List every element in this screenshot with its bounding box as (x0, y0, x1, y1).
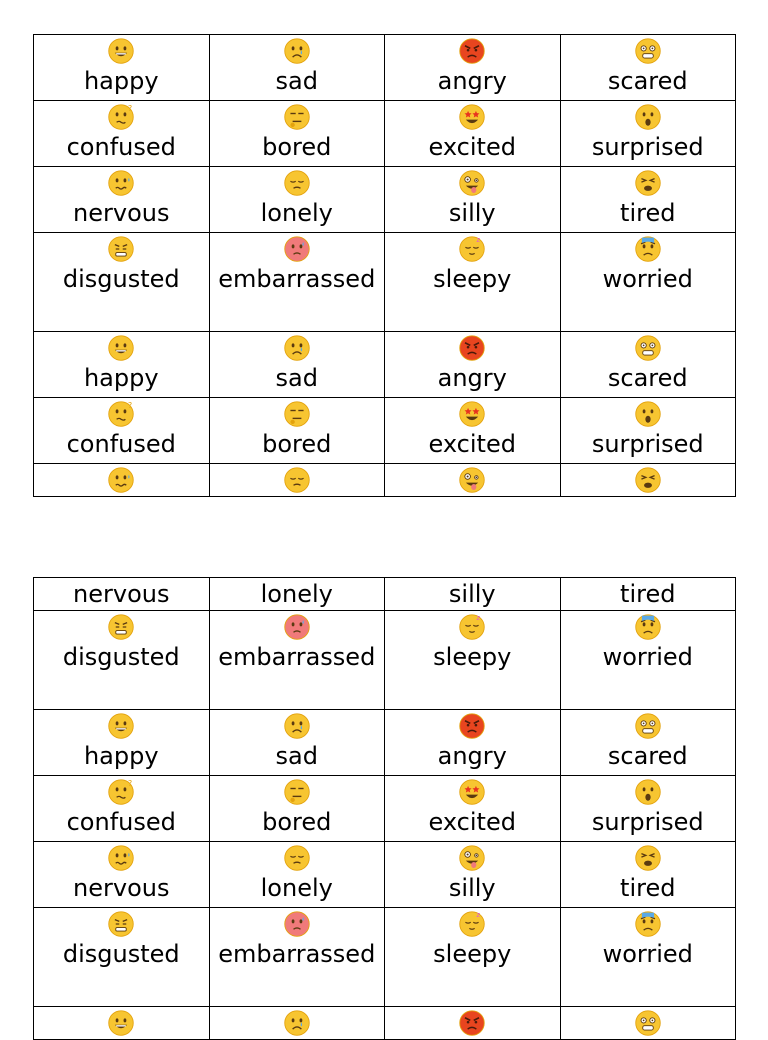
angry-face-icon (458, 37, 486, 65)
emotion-card (385, 398, 561, 464)
emotion-card (385, 35, 561, 101)
emotion-label: angry (437, 742, 507, 770)
emotion-label: lonely (260, 580, 333, 608)
emotion-label: nervous (73, 199, 170, 227)
emotion-label: sad (275, 364, 318, 392)
emotion-card (209, 167, 385, 233)
svg-text:?: ? (128, 778, 133, 788)
bored-face-icon (283, 103, 311, 131)
emotion-label: tired (620, 874, 676, 902)
emotion-card (560, 233, 736, 332)
worried-face-icon (634, 235, 662, 263)
emotion-card (209, 578, 385, 611)
sad-face-icon (283, 712, 311, 740)
emotion-card (209, 398, 385, 464)
table-body (34, 35, 736, 497)
nervous-face-icon (107, 844, 135, 872)
confused-face-icon (107, 778, 135, 806)
emotion-label: happy (83, 364, 159, 392)
silly-face-icon (458, 466, 486, 494)
emotion-label: worried (602, 940, 693, 968)
emotion-label: silly (448, 199, 496, 227)
emotion-label: confused (66, 133, 176, 161)
table-row (34, 332, 736, 398)
emotion-card (560, 710, 736, 776)
emotion-card (209, 710, 385, 776)
svg-text:z: z (476, 614, 481, 622)
embarrassed-face-icon (283, 910, 311, 938)
emotion-card (209, 464, 385, 497)
nervous-face-icon (107, 466, 135, 494)
emotion-card (385, 464, 561, 497)
emotion-card (560, 167, 736, 233)
emotion-label: sleepy (433, 265, 512, 293)
emotion-label: worried (602, 265, 693, 293)
emotion-label: bored (262, 808, 332, 836)
emotion-label: disgusted (62, 265, 180, 293)
table-row (34, 908, 736, 1007)
surprised-face-icon (634, 400, 662, 428)
tired-face-icon (634, 466, 662, 494)
emotion-card (209, 1007, 385, 1040)
emotion-card (560, 398, 736, 464)
emotion-cards-table-2 (33, 577, 736, 1040)
emotion-card (34, 842, 210, 908)
emotion-card (209, 908, 385, 1007)
table-row (34, 611, 736, 710)
table-row (34, 35, 736, 101)
emotion-card (209, 233, 385, 332)
svg-text:z: z (476, 236, 481, 244)
silly-face-icon (458, 844, 486, 872)
nervous-face-icon (107, 169, 135, 197)
emotion-card (385, 908, 561, 1007)
emotion-label: tired (620, 580, 676, 608)
emotion-card (34, 776, 210, 842)
sad-face-icon (283, 334, 311, 362)
bored-face-icon (283, 778, 311, 806)
excited-face-icon (458, 400, 486, 428)
emotion-card (385, 332, 561, 398)
emotion-card (560, 332, 736, 398)
emotion-card (560, 1007, 736, 1040)
emotion-label: nervous (73, 874, 170, 902)
emotion-card (560, 842, 736, 908)
emotion-label: happy (83, 67, 159, 95)
emotion-card (385, 611, 561, 710)
emotion-label: lonely (260, 199, 333, 227)
emotion-card (209, 611, 385, 710)
emotion-label: worried (602, 643, 693, 671)
emotion-card (385, 842, 561, 908)
lonely-face-icon (283, 169, 311, 197)
emotion-label: happy (83, 742, 159, 770)
emotion-label: embarrassed (218, 265, 376, 293)
confused-face-icon (107, 400, 135, 428)
scared-face-icon (634, 1009, 662, 1037)
emotion-card (34, 578, 210, 611)
sleepy-face-icon (458, 613, 486, 641)
emotion-label: silly (448, 580, 496, 608)
emotion-card (34, 35, 210, 101)
scared-face-icon (634, 712, 662, 740)
emotion-card (560, 101, 736, 167)
emotion-label: surprised (591, 133, 704, 161)
emotion-card (209, 842, 385, 908)
happy-face-icon (107, 334, 135, 362)
emotion-card (385, 578, 561, 611)
disgusted-face-icon (107, 613, 135, 641)
emotion-card (385, 233, 561, 332)
scared-face-icon (634, 37, 662, 65)
table-body (34, 578, 736, 1040)
emotion-card (209, 35, 385, 101)
excited-face-icon (458, 103, 486, 131)
angry-face-icon (458, 334, 486, 362)
sleepy-face-icon (458, 910, 486, 938)
emotion-card (385, 167, 561, 233)
worried-face-icon (634, 910, 662, 938)
embarrassed-face-icon (283, 235, 311, 263)
emotion-label: lonely (260, 874, 333, 902)
emotion-label: excited (428, 133, 516, 161)
disgusted-face-icon (107, 910, 135, 938)
emotion-card (209, 776, 385, 842)
emotion-cards-table-1 (33, 34, 736, 497)
sad-face-icon (283, 1009, 311, 1037)
emotion-card (209, 332, 385, 398)
emotion-label: confused (66, 430, 176, 458)
emotion-label: tired (620, 199, 676, 227)
emotion-card (560, 611, 736, 710)
emotion-label: bored (262, 430, 332, 458)
bored-face-icon (283, 400, 311, 428)
sad-face-icon (283, 37, 311, 65)
emotion-label: sad (275, 742, 318, 770)
emotion-label: scared (607, 364, 688, 392)
emotion-label: nervous (73, 580, 170, 608)
emotion-card (34, 611, 210, 710)
table-row (34, 464, 736, 497)
emotion-card (34, 233, 210, 332)
happy-face-icon (107, 712, 135, 740)
sleepy-face-icon (458, 235, 486, 263)
table-row (34, 710, 736, 776)
emotion-label: sleepy (433, 643, 512, 671)
emotion-card (385, 101, 561, 167)
emotion-card (34, 101, 210, 167)
emotion-card (560, 776, 736, 842)
table-row (34, 233, 736, 332)
table-row (34, 167, 736, 233)
emotion-label: disgusted (62, 643, 180, 671)
emotion-card (385, 1007, 561, 1040)
emotion-card (385, 710, 561, 776)
emotion-card (34, 464, 210, 497)
emotion-card (34, 167, 210, 233)
emotion-label: disgusted (62, 940, 180, 968)
surprised-face-icon (634, 778, 662, 806)
emotion-card (34, 398, 210, 464)
happy-face-icon (107, 37, 135, 65)
silly-face-icon (458, 169, 486, 197)
emotion-label: bored (262, 133, 332, 161)
scared-face-icon (634, 334, 662, 362)
emotion-label: sad (275, 67, 318, 95)
emotion-label: angry (437, 67, 507, 95)
table-row (34, 101, 736, 167)
emotion-label: sleepy (433, 940, 512, 968)
emotion-card (34, 908, 210, 1007)
emotion-label: embarrassed (218, 643, 376, 671)
tired-face-icon (634, 169, 662, 197)
angry-face-icon (458, 1009, 486, 1037)
table-row (34, 578, 736, 611)
emotion-card (385, 776, 561, 842)
emotion-label: angry (437, 364, 507, 392)
tired-face-icon (634, 844, 662, 872)
emotion-card (560, 908, 736, 1007)
lonely-face-icon (283, 844, 311, 872)
angry-face-icon (458, 712, 486, 740)
surprised-face-icon (634, 103, 662, 131)
emotion-label: surprised (591, 808, 704, 836)
happy-face-icon (107, 1009, 135, 1037)
svg-text:?: ? (128, 103, 133, 113)
emotion-card (34, 710, 210, 776)
emotion-card (209, 101, 385, 167)
disgusted-face-icon (107, 235, 135, 263)
emotion-card (560, 578, 736, 611)
confused-face-icon (107, 103, 135, 131)
lonely-face-icon (283, 466, 311, 494)
table-row (34, 776, 736, 842)
emotion-label: scared (607, 67, 688, 95)
emotion-card (34, 1007, 210, 1040)
emotion-label: excited (428, 808, 516, 836)
emotion-label: silly (448, 874, 496, 902)
embarrassed-face-icon (283, 613, 311, 641)
emotion-label: scared (607, 742, 688, 770)
emotion-card (560, 464, 736, 497)
excited-face-icon (458, 778, 486, 806)
emotion-label: excited (428, 430, 516, 458)
table-row (34, 1007, 736, 1040)
table-row (34, 398, 736, 464)
svg-text:z: z (476, 911, 481, 919)
emotion-label: surprised (591, 430, 704, 458)
emotion-card (34, 332, 210, 398)
emotion-card (560, 35, 736, 101)
worried-face-icon (634, 613, 662, 641)
table-row (34, 842, 736, 908)
svg-text:?: ? (128, 400, 133, 410)
emotion-label: confused (66, 808, 176, 836)
emotion-label: embarrassed (218, 940, 376, 968)
